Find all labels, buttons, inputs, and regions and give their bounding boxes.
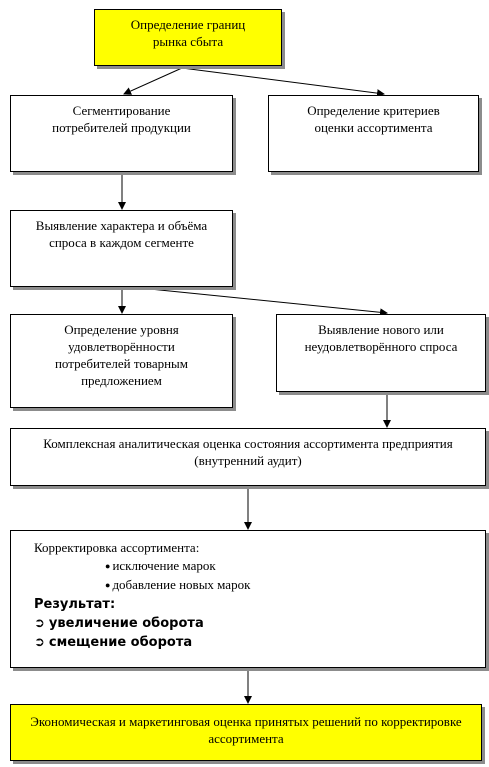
box-evaluation-text: Экономическая и маркетинговая оценка принятых решений по корректировке ассортимента: [30, 714, 462, 746]
correction-title: Корректировка ассортимента:: [34, 540, 200, 555]
arrow-market-to-segment: [124, 68, 182, 94]
box-segmentation-text: Сегментирование потребителей продукции: [52, 103, 191, 135]
arrow-market-to-criteria: [182, 68, 384, 94]
box-segmentation: [10, 95, 233, 172]
box-market-boundaries: [94, 9, 282, 66]
arrow-demand-to-newdemand: [130, 287, 387, 313]
box-correction: [10, 530, 486, 668]
box-satisfaction-text: Определение уровня удовлетворённости потребителей товарным предложением: [54, 322, 189, 388]
right-arrow-icon: ➲: [34, 616, 45, 631]
box-demand-text: Выявление характера и объёма спроса в каждом сегменте: [35, 218, 208, 250]
result-item-text: увеличение оборота: [48, 616, 204, 631]
box-criteria-text: Определение критериев оценки ассортимента: [307, 103, 440, 135]
box-criteria: [268, 95, 479, 172]
box-new-demand-text: Выявление нового или неудовлетворённого спроса: [304, 322, 458, 354]
result-item-1: [34, 615, 204, 632]
correction-item-text: добавление новых марок: [112, 577, 251, 592]
result-item-text: смещение оборота: [48, 635, 193, 650]
box-new-demand: [276, 314, 486, 392]
box-market-boundaries-text: Определение границ рынка сбыта: [130, 17, 246, 49]
result-item-2: [34, 634, 192, 651]
box-evaluation: [10, 704, 482, 761]
bullet-dot-icon: ●: [105, 580, 111, 590]
correction-item-text: исключение марок: [112, 558, 216, 573]
box-audit: [10, 428, 486, 486]
box-audit-text: Комплексная аналитическая оценка состояния ассортимента предприятия (внутренний аудит): [43, 436, 453, 468]
bullet-dot-icon: ●: [105, 561, 111, 571]
right-arrow-icon: ➲: [34, 635, 45, 650]
correction-item-1: [105, 557, 216, 575]
correction-item-2: [105, 576, 250, 594]
result-label: Результат:: [34, 597, 116, 612]
box-satisfaction: [10, 314, 233, 408]
box-demand: [10, 210, 233, 287]
